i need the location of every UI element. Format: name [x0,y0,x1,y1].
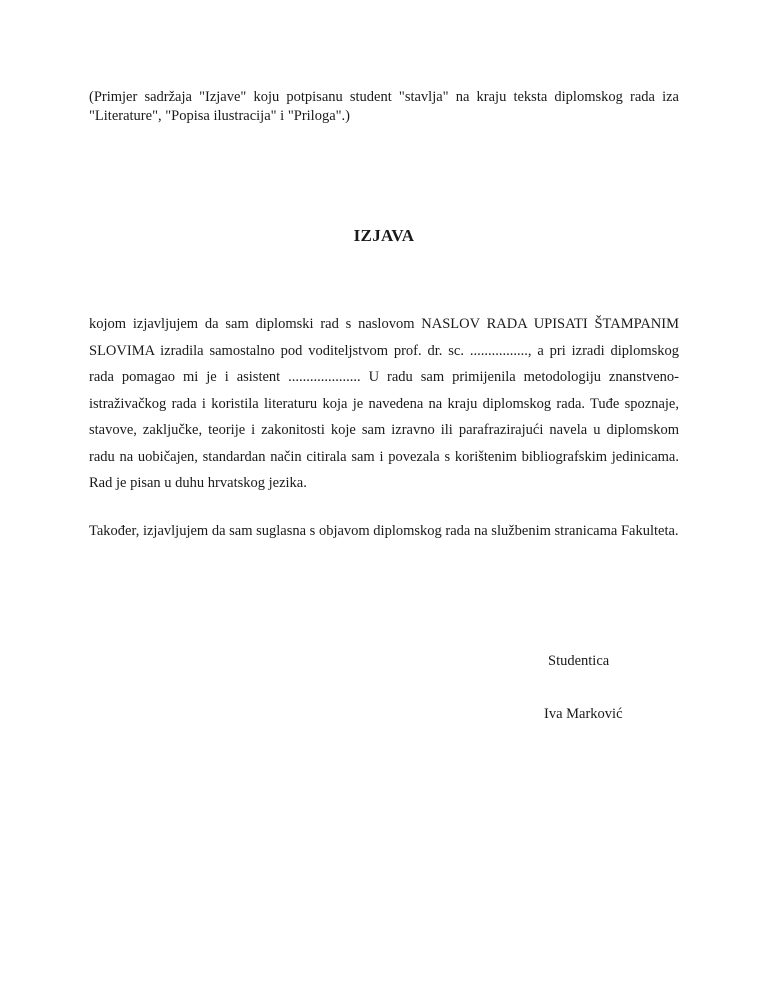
consent-paragraph: Također, izjavljujem da sam suglasna s objavom diplomskog rada na službenim stranicama Fakulteta. [89,523,679,539]
instruction-note: (Primjer sadržaja "Izjave" koju potpisanu student "stavlja" na kraju teksta diplomskog rada iza "Literature", "Popisa ilustracija" i "Priloga".) [89,89,679,124]
signature-name: Iva Marković [544,706,623,722]
statement-paragraph: kojom izjavljujem da sam diplomski rad s naslovom NASLOV RADA UPISATI ŠTAMPANIM SLOVIMA izradila samostalno pod voditeljstvom prof. dr. sc. ................, a pri izradi diplomskog rada pomagao mi je i asistent .................... U radu sam primijenila metodologiju znanstveno-istraživačkog rada i koristila literaturu koja je navedena na kraju diplomskog rada. Tuđe spoznaje, stavove, zaključke, teorije i zakonitosti koje sam izravno ili parafrazirajući navela u diplomskom radu na uobičajen, standardan način citirala sam i povezala s korištenim bibliografskim jedinicama. Rad je pisan u duhu hrvatskog jezika. [89,316,679,491]
document-title: IZJAVA [353,226,415,245]
signature-role: Studentica [548,653,610,669]
